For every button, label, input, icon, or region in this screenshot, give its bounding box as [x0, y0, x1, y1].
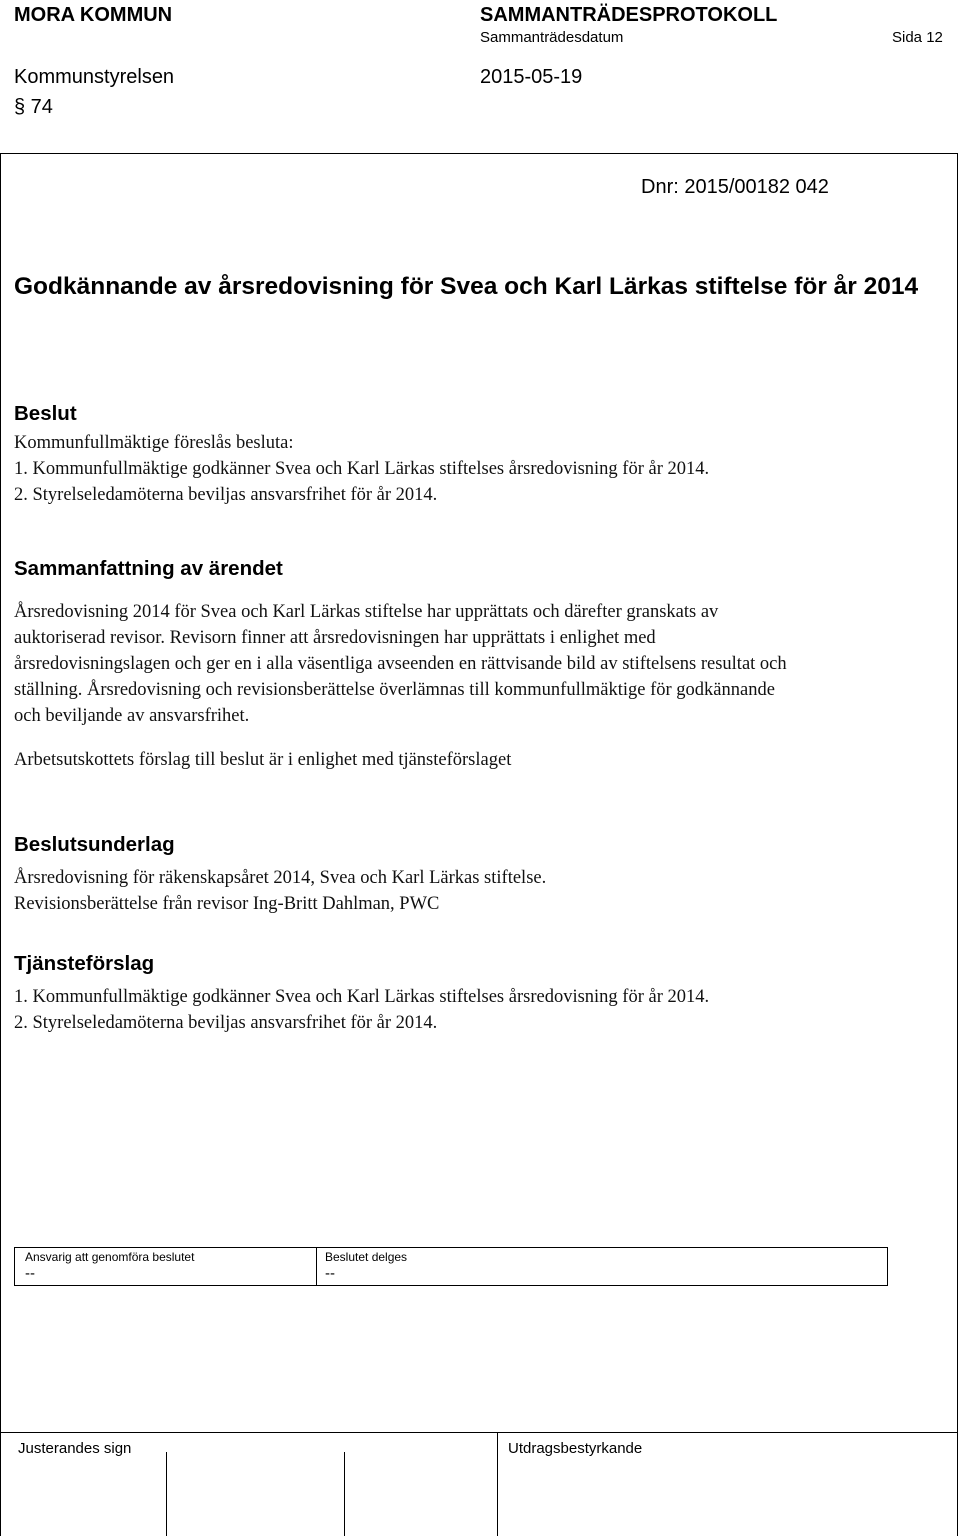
summary-line: och beviljande av ansvarsfrihet.: [14, 706, 250, 726]
diary-number: Dnr: 2015/00182 042: [641, 176, 829, 198]
responsible-value: --: [25, 1265, 35, 1282]
official-proposal-line: 1. Kommunfullmäktige godkänner Svea och Karl Lärkas stiftelses årsredovisning för år 2014.: [14, 987, 710, 1007]
page-title: Godkännande av årsredovisning för Svea och Karl Lärkas stiftelse för år 2014: [14, 273, 919, 300]
page-number: Sida 12: [892, 29, 943, 46]
footer-divider: [0, 1432, 958, 1433]
summary-line: auktoriserad revisor. Revisorn finner att årsredovisningen har upprättats i enlighet med: [14, 628, 656, 648]
beslut-line: 2. Styrelseledamöterna beviljas ansvarsfrihet för år 2014.: [14, 485, 438, 505]
extract-label: Utdragsbestyrkande: [508, 1440, 643, 1457]
board-name: Kommunstyrelsen: [14, 66, 175, 88]
beslut-heading: Beslut: [14, 402, 77, 425]
summary-line: årsredovisningslagen och ger en i alla väsentliga avseenden en rättvisande bild av stiftelsens resultat och: [14, 654, 787, 674]
summary-line: Årsredovisning 2014 för Svea och Karl Lärkas stiftelse har upprättats och därefter granskats av: [14, 602, 719, 622]
document-type: SAMMANTRÄDESPROTOKOLL: [480, 4, 778, 26]
frame-left-border: [0, 153, 1, 1536]
distributed-value: --: [325, 1265, 335, 1282]
distributed-cell: [317, 1248, 887, 1285]
summary-line: ställning. Årsredovisning och revisionsberättelse överlämnas till kommunfullmäktige för godkännande: [14, 680, 775, 700]
meeting-date-label: Sammanträdesdatum: [480, 29, 624, 46]
beslut-line: Kommunfullmäktige föreslås besluta:: [14, 433, 294, 453]
decision-basis-body: [14, 865, 546, 917]
beslut-line: 1. Kommunfullmäktige godkänner Svea och Karl Lärkas stiftelses årsredovisning för år 2014.: [14, 459, 710, 479]
signature-box-divider: [344, 1452, 345, 1536]
committee-proposal: Arbetsutskottets förslag till beslut är i enlighet med tjänsteförslaget: [14, 750, 512, 770]
summary-heading: Sammanfattning av ärendet: [14, 557, 283, 580]
responsible-label: Ansvarig att genomföra beslutet: [25, 1250, 195, 1264]
responsible-cell: [15, 1248, 317, 1285]
signature-box-divider: [166, 1452, 167, 1536]
official-proposal-heading: Tjänsteförslag: [14, 952, 155, 975]
section-number: § 74: [14, 96, 53, 118]
organization-name: MORA KOMMUN: [14, 4, 173, 26]
official-proposal-line: 2. Styrelseledamöterna beviljas ansvarsfrihet för år 2014.: [14, 1013, 438, 1033]
decision-basis-heading: Beslutsunderlag: [14, 833, 175, 856]
meeting-date: 2015-05-19: [480, 66, 583, 88]
summary-body: [14, 599, 787, 729]
official-proposal-body: [14, 984, 709, 1036]
responsibility-table: [14, 1247, 888, 1286]
distributed-label: Beslutet delges: [325, 1250, 408, 1264]
signature-box-divider: [497, 1432, 498, 1536]
header-divider: [0, 153, 958, 154]
decision-basis-line: Årsredovisning för räkenskapsåret 2014, Svea och Karl Lärkas stiftelse.: [14, 868, 547, 888]
decision-basis-line: Revisionsberättelse från revisor Ing-Britt Dahlman, PWC: [14, 894, 440, 914]
adjust-sign-label: Justerandes sign: [18, 1440, 132, 1457]
beslut-body: [14, 430, 709, 508]
frame-right-border: [957, 153, 958, 1536]
